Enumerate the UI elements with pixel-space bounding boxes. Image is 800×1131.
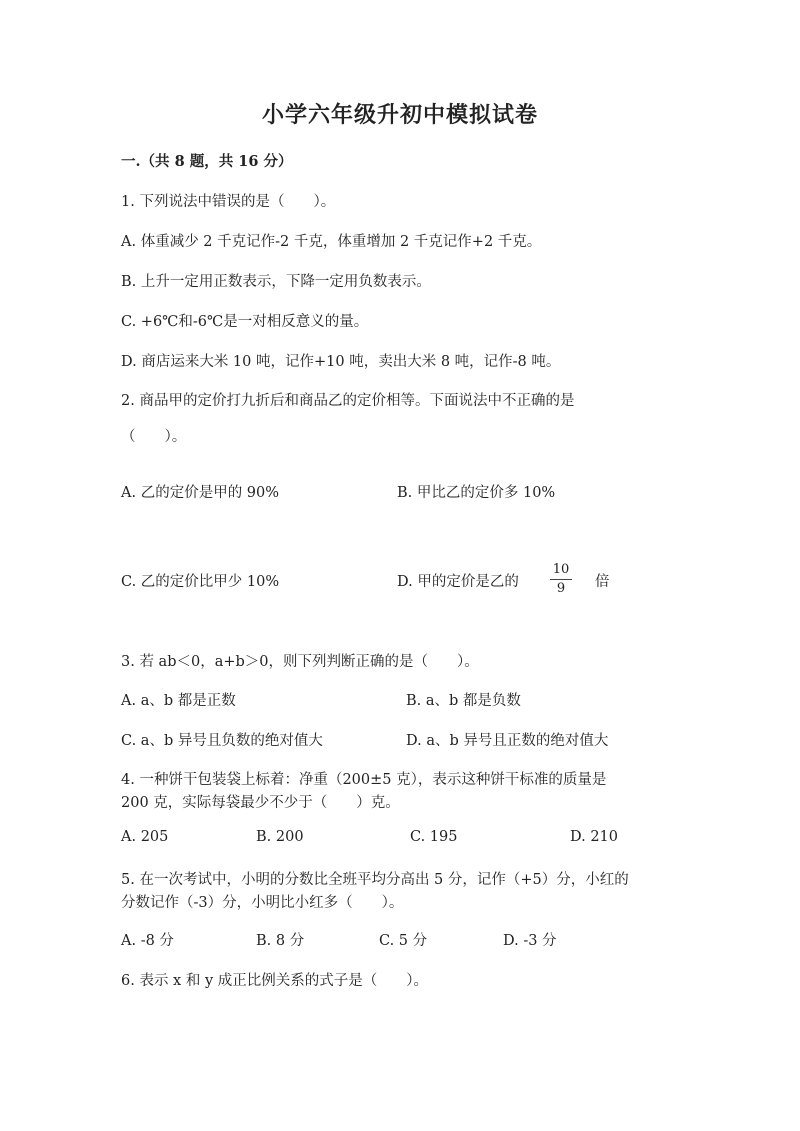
q1-option-c: C. +6℃和-6℃是一对相反意义的量。	[121, 314, 369, 330]
fraction-denominator: 9	[556, 581, 566, 596]
q2-stem-blank: （ ）。	[121, 429, 187, 445]
q2-option-c: C. 乙的定价比甲少 10%	[121, 574, 280, 590]
q2-fraction	[550, 562, 572, 597]
q2-option-d-tail: 倍	[595, 574, 610, 590]
fraction-numerator: 10	[552, 562, 570, 577]
q3-option-a: A. a、b 都是正数	[121, 693, 236, 709]
q4-option-c: C. 195	[410, 829, 458, 845]
q3-stem: 3. 若 ab＜0，a+b＞0，则下列判断正确的是（ ）。	[121, 654, 479, 670]
q3-option-b: B. a、b 都是负数	[406, 693, 521, 709]
q1-stem: 1. 下列说法中错误的是（ ）。	[121, 194, 336, 210]
q5-option-b: B. 8 分	[256, 933, 305, 949]
q6-stem: 6. 表示 x 和 y 成正比例关系的式子是（ ）。	[121, 973, 428, 989]
q1-option-b: B. 上升一定用正数表示，下降一定用负数表示。	[121, 274, 431, 290]
fraction-bar	[550, 579, 572, 580]
q5-stem: 5. 在一次考试中，小明的分数比全班平均分高出 5 分，记作（+5）分，小红的	[121, 872, 629, 888]
exam-title: 小学六年级升初中模拟试卷	[261, 102, 538, 128]
q4-option-b: B. 200	[256, 829, 304, 845]
q2-option-d: D. 甲的定价是乙的	[397, 574, 519, 590]
q3-option-d: D. a、b 异号且正数的绝对值大	[406, 733, 609, 749]
q2-stem: 2. 商品甲的定价打九折后和商品乙的定价相等。下面说法中不正确的是	[121, 393, 575, 409]
q2-option-b: B. 甲比乙的定价多 10%	[397, 485, 556, 501]
q1-option-a: A. 体重减少 2 千克记作-2 千克，体重增加 2 千克记作+2 千克。	[121, 234, 542, 250]
q5-option-a: A. -8 分	[121, 933, 174, 949]
q1-option-d: D. 商店运来大米 10 吨，记作+10 吨，卖出大米 8 吨，记作-8 吨。	[121, 354, 561, 370]
q5-stem-line2: 分数记作（-3）分，小明比小红多（ ）。	[121, 895, 404, 911]
section-heading: 一.（共 8 题，共 16 分）	[121, 153, 293, 170]
q5-option-d: D. -3 分	[503, 933, 557, 949]
q5-option-c: C. 5 分	[379, 933, 428, 949]
q2-option-a: A. 乙的定价是甲的 90%	[121, 485, 280, 501]
q4-option-d: D. 210	[570, 829, 619, 845]
q4-option-a: A. 205	[121, 829, 169, 845]
q3-option-c: C. a、b 异号且负数的绝对值大	[121, 733, 323, 749]
q4-stem: 4. 一种饼干包装袋上标着：净重（200±5 克），表示这种饼干标准的质量是	[121, 772, 607, 788]
q4-stem-line2: 200 克，实际每袋最少不少于（ ）克。	[121, 795, 400, 811]
